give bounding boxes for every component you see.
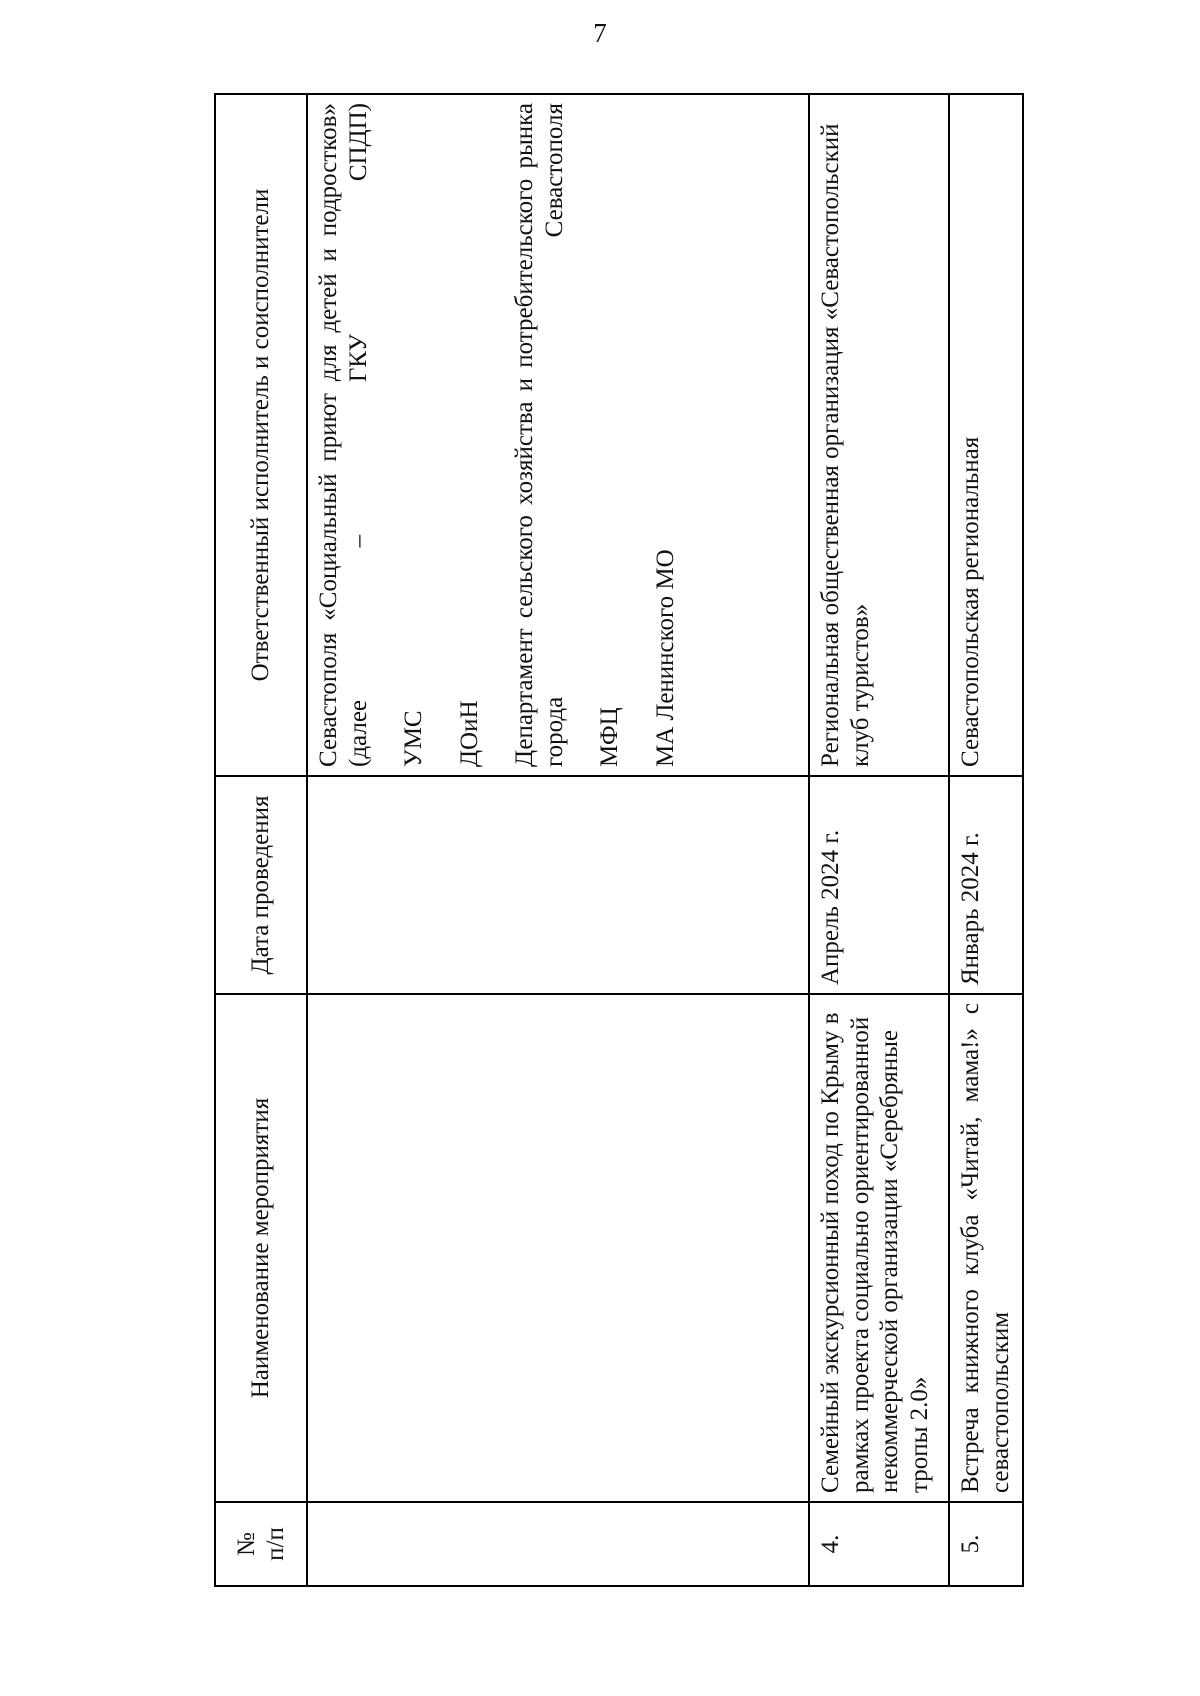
responsible-entry: ДОиН: [455, 700, 483, 767]
responsible-entry: УМС: [400, 710, 427, 767]
events-table: [214, 93, 1024, 1587]
header-name: Наименование мероприятия: [215, 994, 307, 1502]
table-container: [214, 95, 1022, 1587]
rotated-table-frame: [214, 95, 1022, 1587]
cell-date: [307, 776, 809, 994]
cell-name: [307, 994, 809, 1502]
header-num: № п/п: [215, 1502, 307, 1586]
cell-responsible: [949, 94, 1023, 776]
cell-responsible: [307, 94, 809, 776]
table-header-row: [215, 94, 307, 1586]
responsible-entry: Региональная общественная организация «Севастопольский клуб туристов»: [817, 123, 874, 767]
page-number: 7: [593, 18, 607, 48]
cell-date: Январь 2024 г.: [949, 776, 1023, 994]
header-date: Дата проведения: [215, 776, 307, 994]
responsible-entry: Севастопольская региональная: [957, 436, 984, 767]
responsible-entry: МФЦ: [596, 707, 623, 767]
responsible-entry: МА Ленинского МО: [651, 549, 679, 767]
cell-responsible: [809, 94, 949, 776]
table-row: [809, 94, 949, 1586]
cell-date: Апрель 2024 г.: [809, 776, 949, 994]
cell-name: Семейный экскурсионный поход по Крыму в рамках проекта социально ориентированной некоммерческой организации «Серебряные тропы 2.0»: [809, 994, 949, 1502]
table-row: [307, 94, 809, 1586]
cell-num: 4.: [809, 1502, 949, 1586]
responsible-entry: Севастополя «Социальный приют для детей и подростков» (далее – ГКУ СПДП): [315, 103, 372, 767]
cell-name: Встреча книжного клуба «Читай, мама!» с севастопольским: [949, 994, 1023, 1502]
cell-num: [307, 1502, 809, 1586]
responsible-entry: Департамент сельского хозяйства и потребительского рынка города Севастополя: [511, 103, 568, 767]
header-responsible: Ответственный исполнитель и соисполнители: [215, 94, 307, 776]
table-row: [949, 94, 1023, 1586]
cell-num: 5.: [949, 1502, 1023, 1586]
